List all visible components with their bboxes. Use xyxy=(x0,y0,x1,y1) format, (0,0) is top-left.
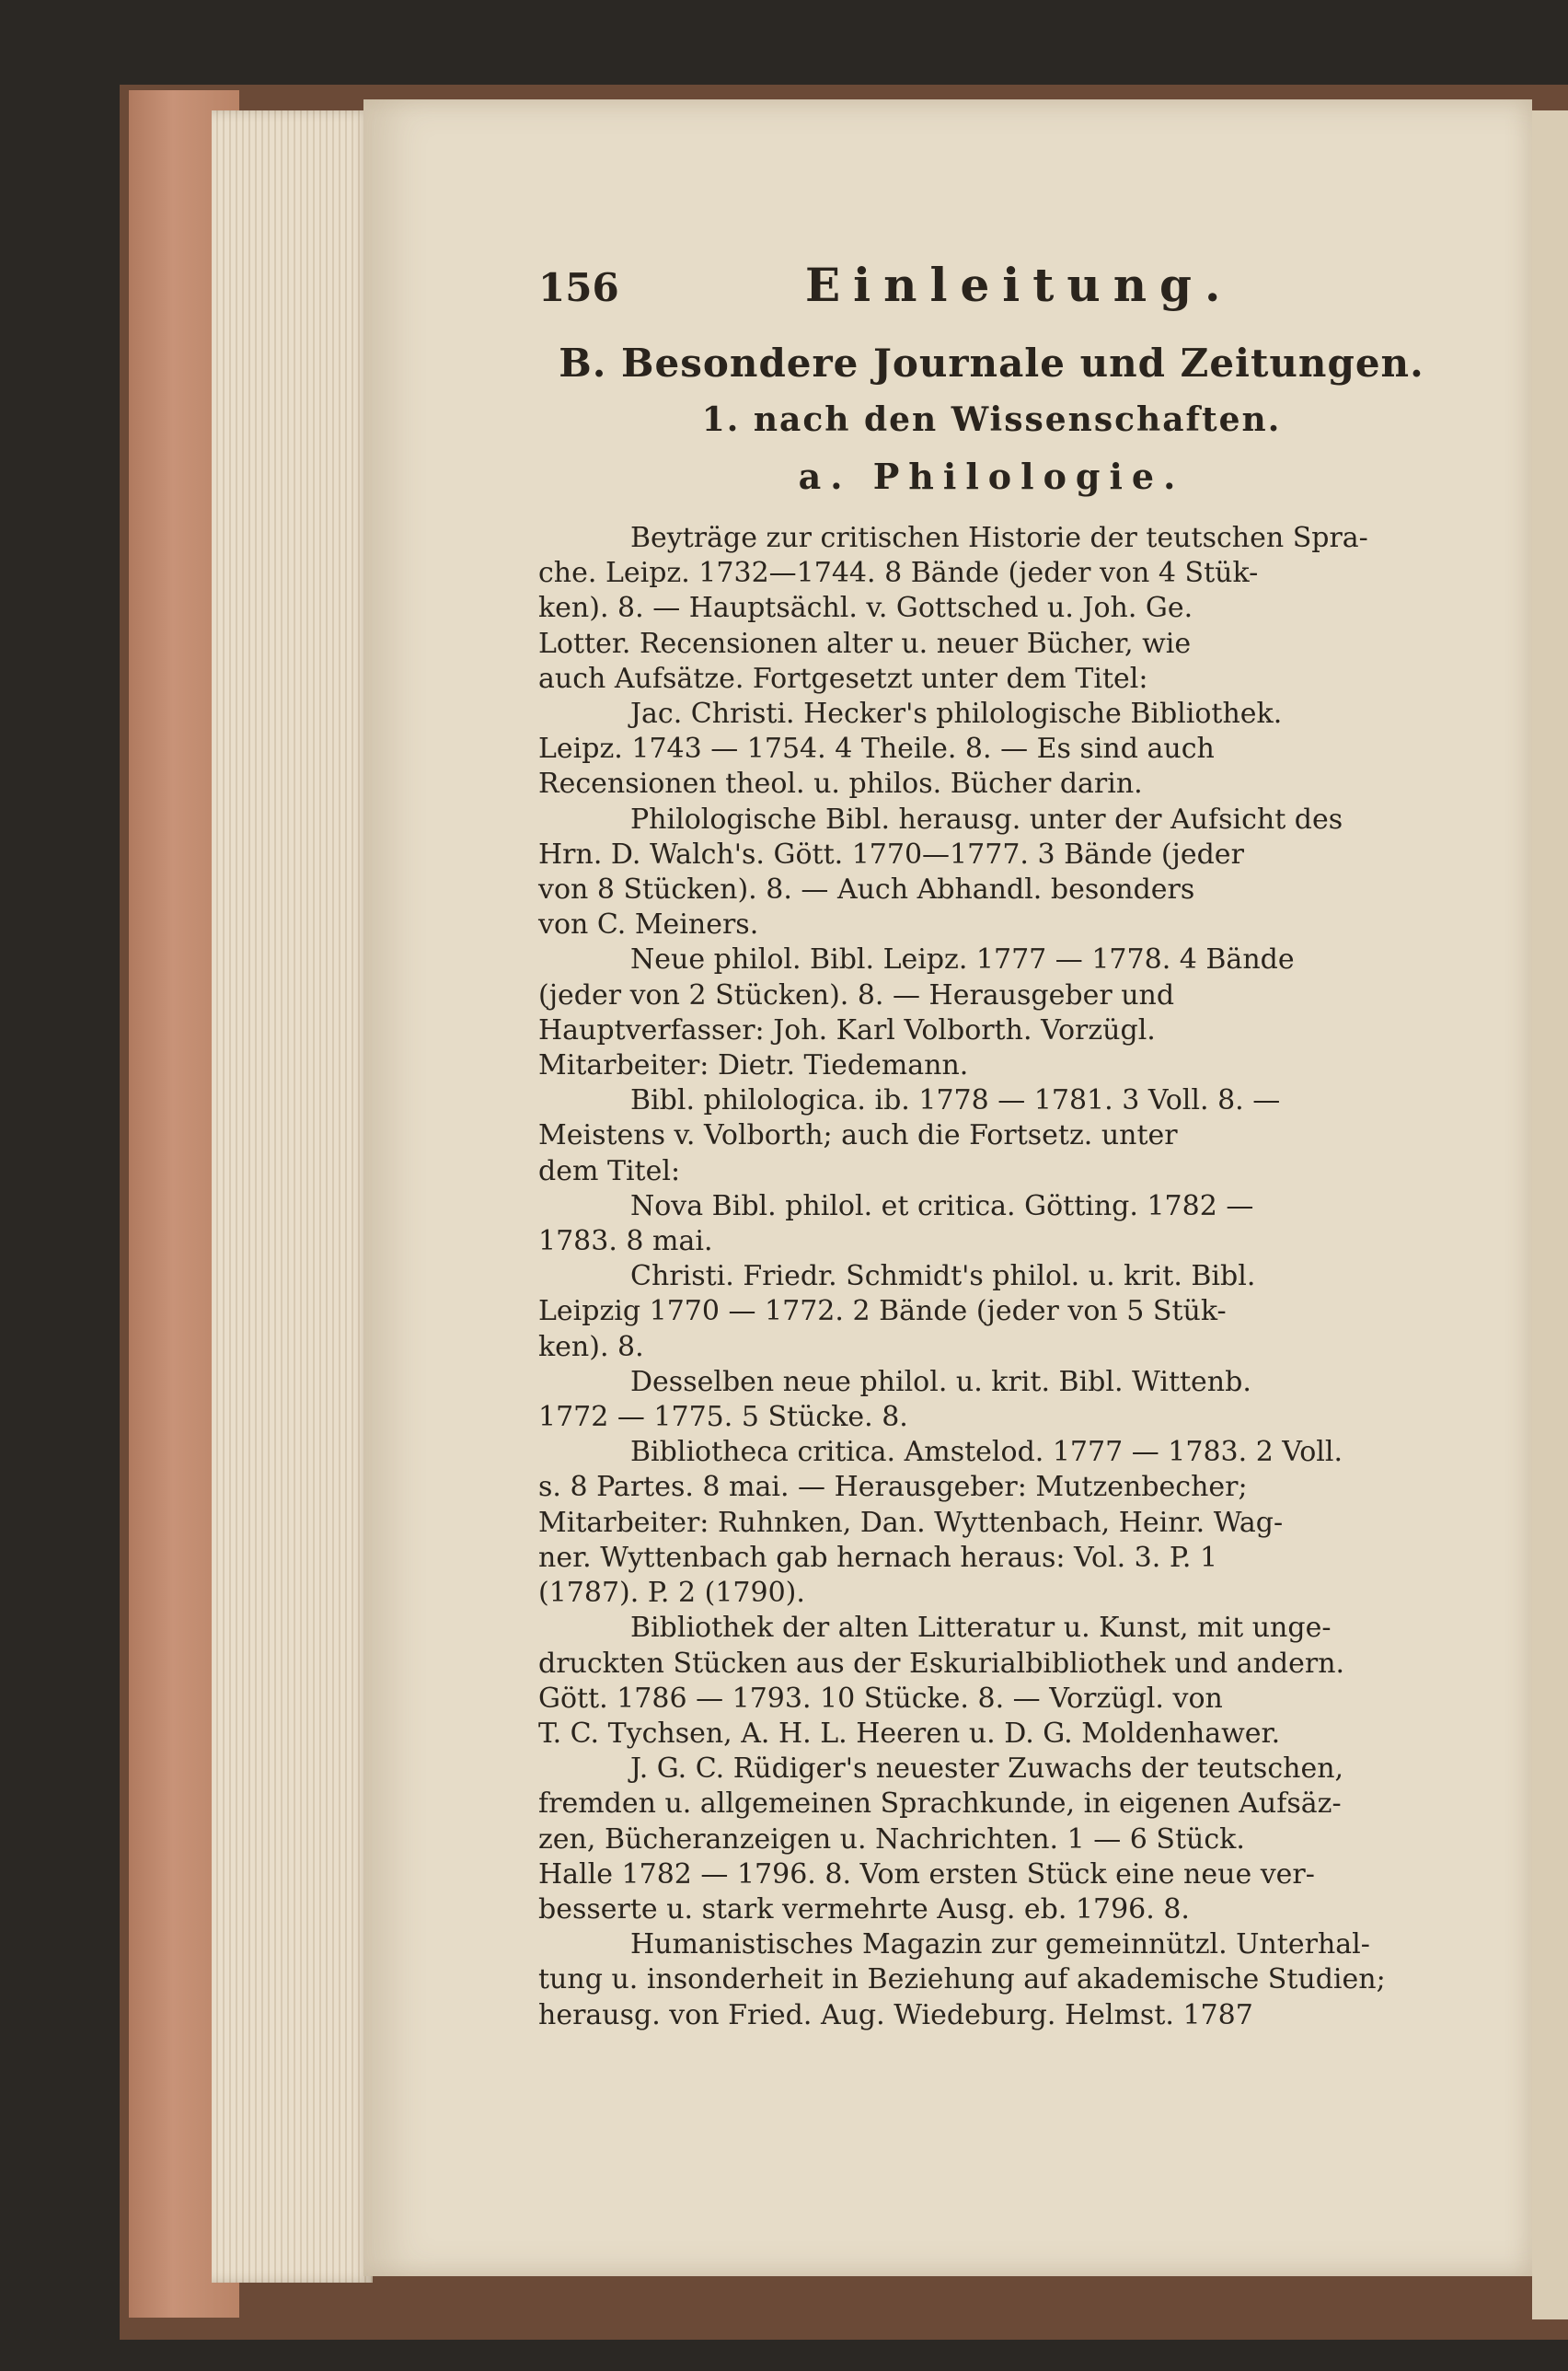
entry-line: Neue philol. Bibl. Leipz. 1777 — 1778. 4 Bände xyxy=(630,943,1295,977)
entry-line: s. 8 Partes. 8 mai. — Herausgeber: Mutzenbecher; xyxy=(538,1471,1248,1504)
bibliography-entry xyxy=(538,1752,1445,1927)
entry-line: 1772 — 1775. 5 Stücke. 8. xyxy=(538,1401,908,1434)
entry-line: ner. Wyttenbach gab hernach heraus: Vol. 3. P. 1 xyxy=(538,1541,1218,1574)
entry-line: zen, Bücheranzeigen u. Nachrichten. 1 — 6 Stück. xyxy=(538,1822,1245,1856)
entry-line: Bibliotheca critica. Amstelod. 1777 — 1783. 2 Voll. xyxy=(630,1436,1343,1469)
entry-line: Bibliothek der alten Litteratur u. Kunst, mit unge- xyxy=(630,1612,1332,1645)
entry-line: Leipzig 1770 — 1772. 2 Bände (jeder von 5 Stük- xyxy=(538,1295,1227,1328)
subsub-heading: a. Philologie. xyxy=(798,456,1185,497)
entry-line: Humanistisches Magazin zur gemeinnützl. Unterhal- xyxy=(630,1928,1370,1961)
bibliography-entry xyxy=(538,1435,1445,1611)
bibliography-entry xyxy=(538,1927,1445,2033)
entry-line: Jac. Christi. Hecker's philologische Bibliothek. xyxy=(630,698,1283,731)
entry-line: Mitarbeiter: Ruhnken, Dan. Wyttenbach, Heinr. Wag- xyxy=(538,1506,1284,1539)
page-text xyxy=(538,258,1445,2033)
entry-line: von 8 Stücken). 8. — Auch Abhandl. besonders xyxy=(538,873,1195,907)
bibliography-entry xyxy=(538,943,1445,1083)
section-heading: B. Besondere Journale und Zeitungen. xyxy=(559,341,1424,386)
bibliography-entry xyxy=(538,1189,1445,1259)
bibliography-entry xyxy=(538,803,1445,943)
entry-line: herausg. von Fried. Aug. Wiedeburg. Helmst. 1787 xyxy=(538,1998,1253,2031)
running-title: Einleitung. xyxy=(805,258,1234,312)
entry-line: dem Titel: xyxy=(538,1154,681,1187)
page-stack xyxy=(212,110,373,2283)
running-head xyxy=(538,258,1445,322)
entry-line: 1783. 8 mai. xyxy=(538,1225,713,1258)
entry-line: Bibl. philologica. ib. 1778 — 1781. 3 Voll. 8. — xyxy=(630,1084,1281,1117)
entry-line: Meistens v. Volborth; auch die Fortsetz. unter xyxy=(538,1119,1178,1152)
entry-line: fremden u. allgemeinen Sprachkunde, in eigenen Aufsäz- xyxy=(538,1787,1342,1821)
entry-line: tung u. insonderheit in Beziehung auf akademische Studien; xyxy=(538,1963,1386,1996)
entry-line: besserte u. stark vermehrte Ausg. eb. 1796. 8. xyxy=(538,1892,1190,1926)
entry-line: ken). 8. — Hauptsächl. v. Gottsched u. Joh. Ge. xyxy=(538,592,1193,625)
entry-line: (1787). P. 2 (1790). xyxy=(538,1577,805,1610)
entry-line: Mitarbeiter: Dietr. Tiedemann. xyxy=(538,1049,969,1082)
bibliography-entry xyxy=(538,1365,1445,1435)
entry-line: Philologische Bibl. herausg. unter der Aufsicht des xyxy=(630,803,1343,836)
entry-line: ken). 8. xyxy=(538,1330,644,1363)
bibliography-entry xyxy=(538,1083,1445,1189)
entry-line: Nova Bibl. philol. et critica. Götting. 1782 — xyxy=(630,1189,1254,1222)
entry-line: Hauptverfasser: Joh. Karl Volborth. Vorzügl. xyxy=(538,1013,1156,1047)
entry-line: Hrn. D. Walch's. Gött. 1770—1777. 3 Bände (jeder xyxy=(538,838,1244,871)
bibliography-entry xyxy=(538,1611,1445,1752)
entry-line: Recensionen theol. u. philos. Bücher darin. xyxy=(538,768,1143,801)
entry-line: von C. Meiners. xyxy=(538,908,759,942)
entry-line: Gött. 1786 — 1793. 10 Stücke. 8. — Vorzügl. von xyxy=(538,1682,1223,1715)
entry-line: druckten Stücken aus der Eskurialbibliothek und andern. xyxy=(538,1647,1345,1680)
entry-line: Lotter. Recensionen alter u. neuer Bücher, wie xyxy=(538,627,1192,660)
entry-line: Halle 1782 — 1796. 8. Vom ersten Stück eine neue ver- xyxy=(538,1857,1315,1891)
entry-line: (jeder von 2 Stücken). 8. — Herausgeber und xyxy=(538,978,1175,1012)
entry-line: Desselben neue philol. u. krit. Bibl. Wittenb. xyxy=(630,1365,1251,1398)
entry-line: Christi. Friedr. Schmidt's philol. u. krit. Bibl. xyxy=(630,1260,1256,1293)
sub-heading: 1. nach den Wissenschaften. xyxy=(701,400,1282,439)
entry-line: T. C. Tychsen, A. H. L. Heeren u. D. G. Moldenhawer. xyxy=(538,1717,1281,1750)
entry-line: J. G. C. Rüdiger's neuester Zuwachs der teutschen, xyxy=(630,1752,1344,1786)
bibliography-entry xyxy=(538,697,1445,803)
entry-line: che. Leipz. 1732—1744. 8 Bände (jeder von 4 Stük- xyxy=(538,557,1259,590)
page-number: 156 xyxy=(538,265,619,310)
facing-page-edge xyxy=(1532,110,1568,2319)
bibliography-entries xyxy=(538,521,1445,2033)
entry-line: Leipz. 1743 — 1754. 4 Theile. 8. — Es sind auch xyxy=(538,733,1215,766)
entry-line: Beyträge zur critischen Historie der teutschen Spra- xyxy=(630,522,1368,554)
bibliography-entry xyxy=(538,521,1445,697)
entry-line: auch Aufsätze. Fortgesetzt unter dem Titel: xyxy=(538,662,1148,695)
bibliography-entry xyxy=(538,1259,1445,1365)
